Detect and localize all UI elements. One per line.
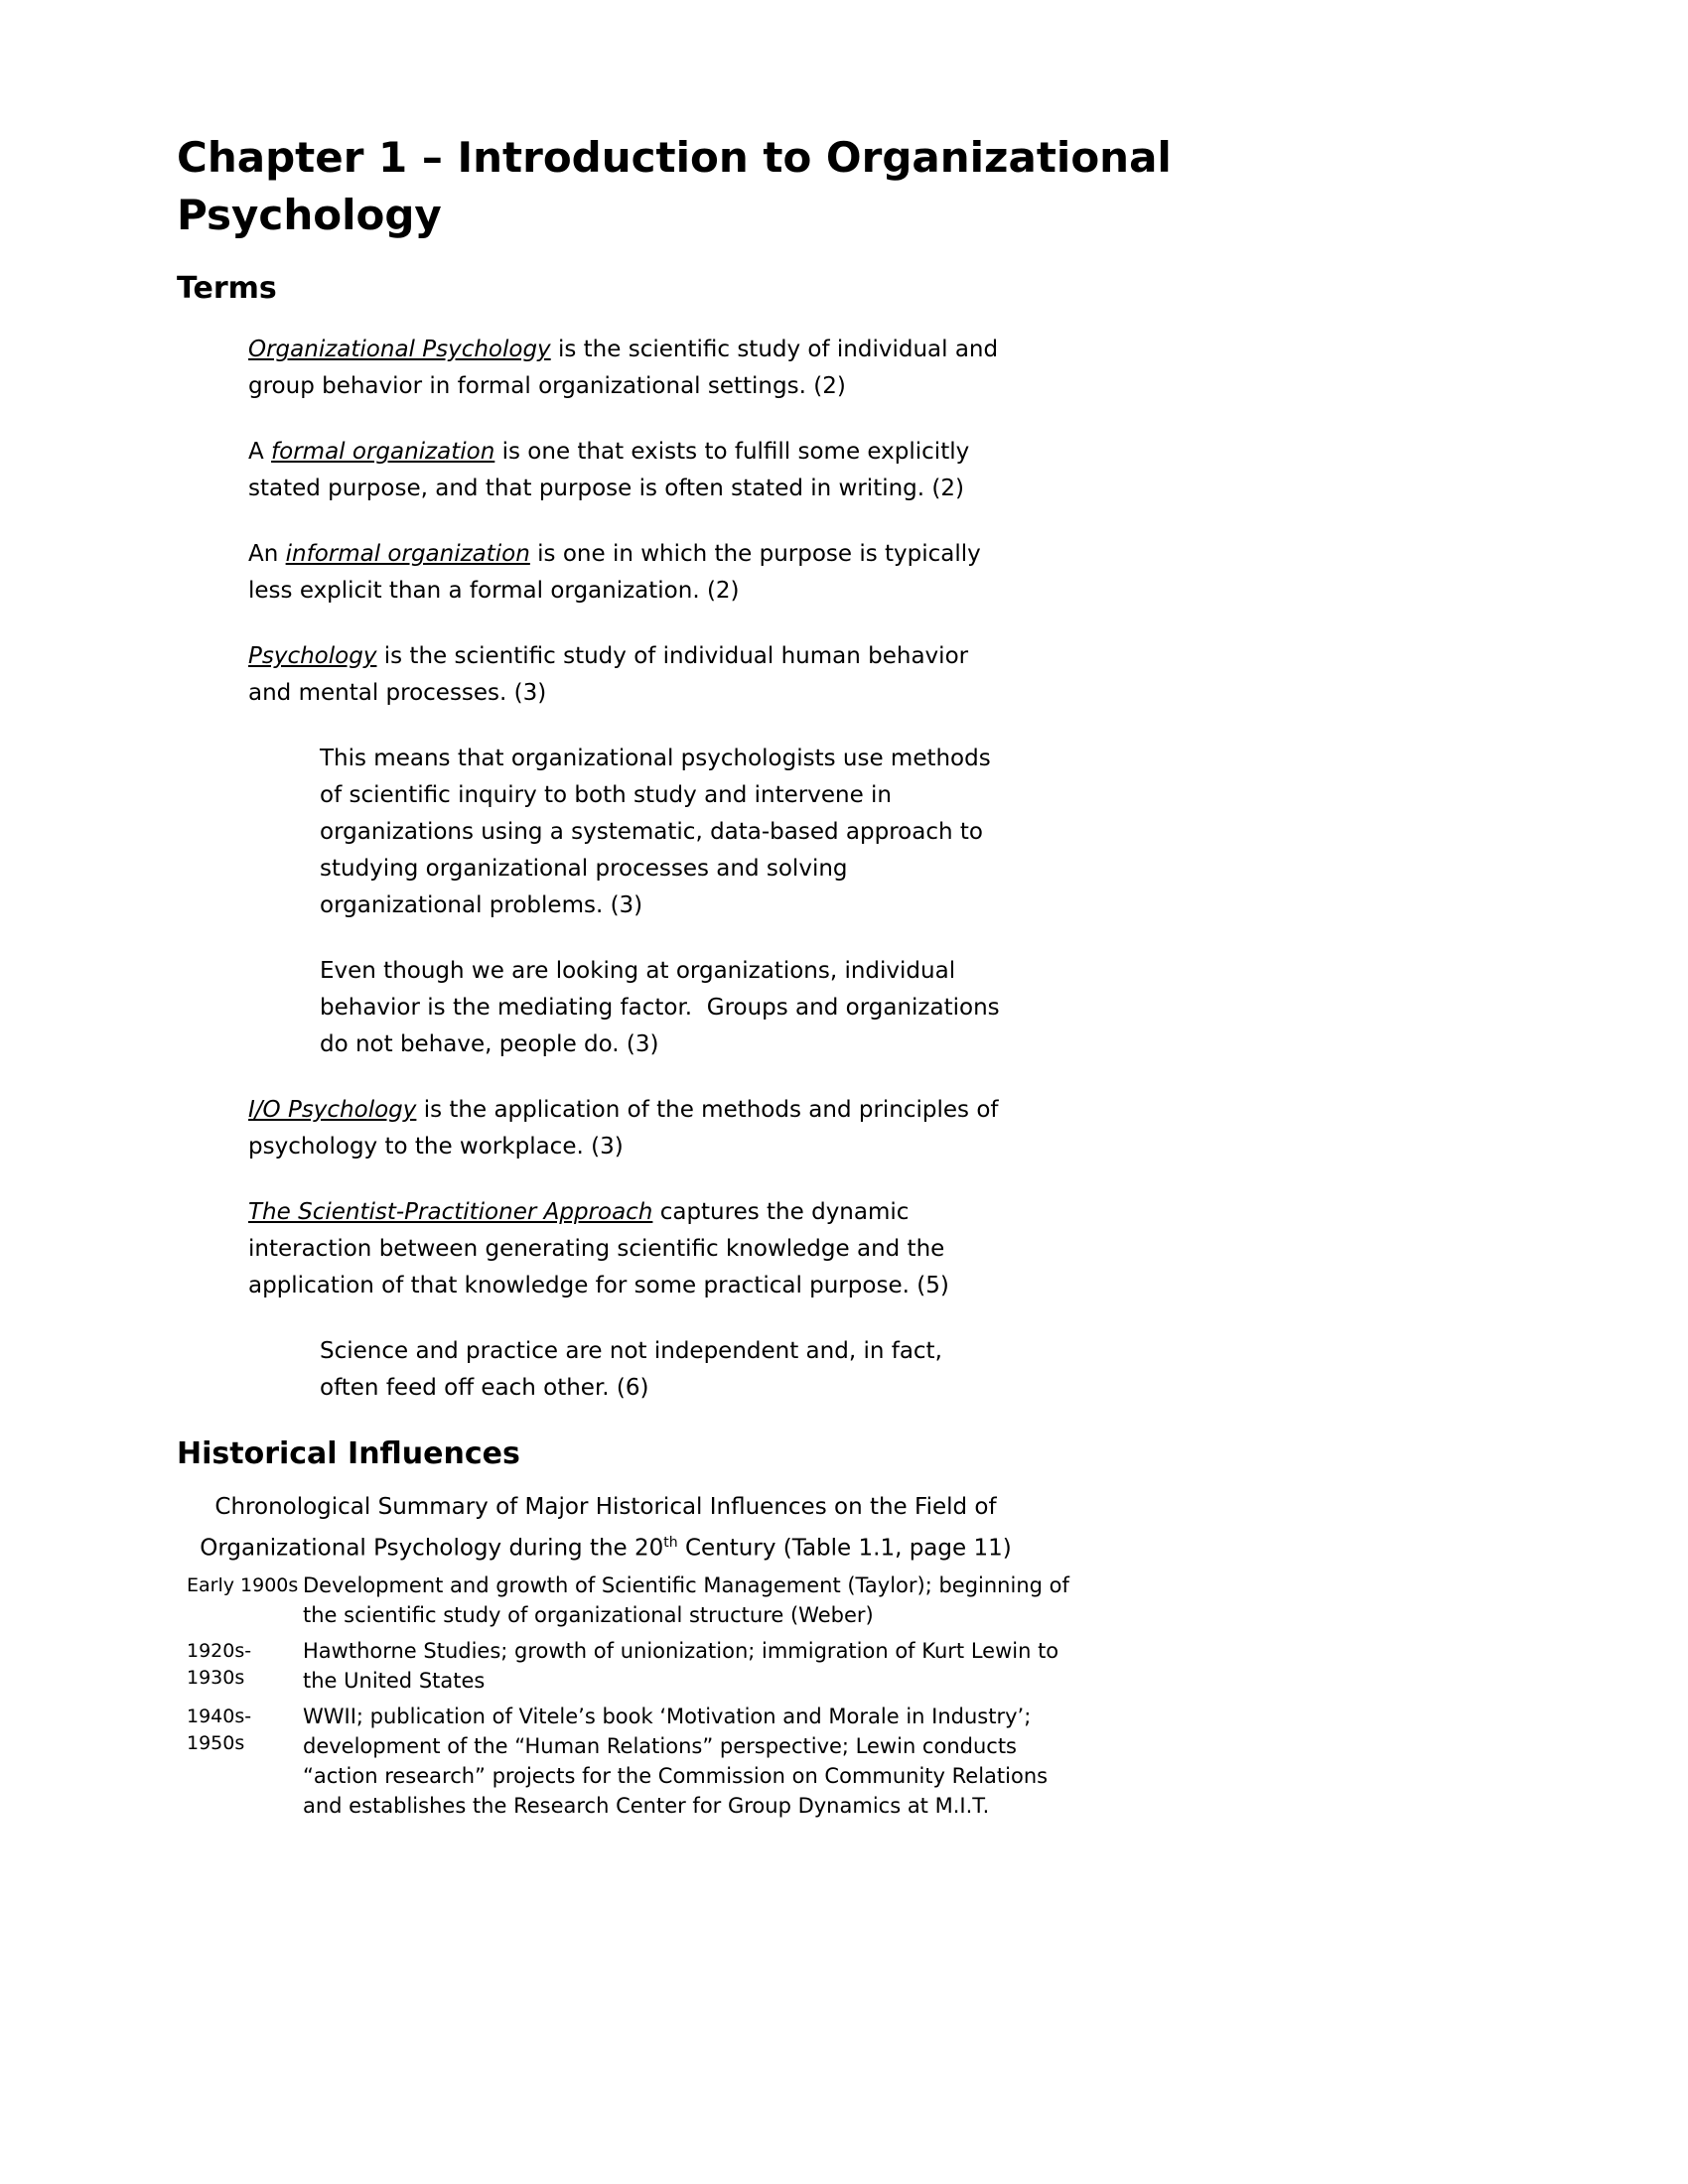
body-text: A	[248, 439, 272, 465]
text-line	[177, 1489, 1035, 1525]
title-line-2	[177, 187, 1648, 244]
text-line	[303, 1600, 1069, 1630]
body-text: behavior is the mediating factor. Groups and organizations	[320, 995, 1000, 1021]
body-text: is the scientific study of individual human behavior	[376, 643, 969, 669]
term-phrase: Psychology	[248, 643, 377, 669]
text-line	[248, 368, 1648, 405]
title-text: Chapter 1 – Introduction to Organizational	[177, 133, 1172, 182]
text-line	[303, 1666, 1058, 1696]
text-line	[248, 536, 1648, 573]
term-paragraph-scientist-practitioner	[248, 1194, 1648, 1304]
text-line	[303, 1791, 1048, 1821]
row-description	[303, 1636, 1058, 1696]
text-line	[303, 1702, 1048, 1731]
text-line	[248, 332, 1648, 368]
terms-section	[177, 332, 1648, 1407]
term-phrase: I/O Psychology	[248, 1097, 417, 1123]
text-line	[187, 1704, 303, 1730]
row-description	[303, 1570, 1069, 1630]
text-line	[248, 573, 1648, 610]
body-text: Chronological Summary of Major Historical Influences on the Field of	[214, 1494, 997, 1520]
body-text: and mental processes. (3)	[248, 680, 547, 706]
body-text: Organizational Psychology during the 20	[200, 1535, 664, 1562]
term-paragraph-organizational-psychology	[248, 332, 1648, 405]
term-phrase: The Scientist-Practitioner Approach	[248, 1199, 653, 1225]
term-phrase: formal organization	[271, 439, 495, 465]
body-text: group behavior in formal organizational settings. (2)	[248, 373, 846, 399]
body-text: Century (Table 1.1, page 11)	[677, 1535, 1012, 1562]
text-line	[320, 1333, 1648, 1370]
text-line	[187, 1665, 303, 1692]
body-text: is the scientific study of individual and	[550, 337, 999, 362]
period-label	[187, 1636, 303, 1692]
body-text: Even though we are looking at organizations, individual	[320, 958, 956, 984]
text-line	[320, 777, 1648, 814]
timeline-table	[187, 1570, 1648, 1821]
text-line	[248, 1231, 1648, 1268]
text-line	[187, 1572, 303, 1599]
body-text: organizations using a systematic, data-based approach to	[320, 819, 983, 845]
text-line	[248, 471, 1648, 507]
text-line	[303, 1570, 1069, 1600]
body-text: studying organizational processes and solving	[320, 856, 848, 882]
text-line	[248, 1268, 1648, 1304]
body-text: do not behave, people do. (3)	[320, 1031, 659, 1057]
timeline-row-1940s-1950s	[187, 1702, 1648, 1821]
term-phrase: Organizational Psychology	[248, 337, 551, 362]
text-line	[248, 675, 1648, 712]
period-label	[187, 1702, 303, 1757]
period-text: 1950s	[187, 1731, 245, 1754]
body-text: psychology to the workplace. (3)	[248, 1134, 624, 1160]
period-text: 1920s-	[187, 1639, 252, 1662]
text-line	[320, 953, 1648, 990]
text-line	[320, 1370, 1648, 1407]
text-line	[320, 741, 1648, 777]
text-line	[248, 434, 1648, 471]
text-line	[320, 814, 1648, 851]
body-text: the scientific study of organizational structure (Weber)	[303, 1602, 874, 1627]
body-text: often feed off each other. (6)	[320, 1375, 649, 1401]
page-title	[177, 129, 1648, 244]
text-line	[320, 990, 1648, 1026]
body-text: stated purpose, and that purpose is often stated in writing. (2)	[248, 476, 964, 501]
terms-heading: Terms	[177, 271, 277, 306]
body-text: Hawthorne Studies; growth of unionization; immigration of Kurt Lewin to	[303, 1638, 1059, 1663]
body-text: This means that organizational psychologists use methods	[320, 746, 991, 771]
row-description	[303, 1702, 1048, 1821]
body-text: organizational problems. (3)	[320, 892, 643, 918]
body-text: less explicit than a formal organization. (2)	[248, 578, 740, 604]
body-text: is one in which the purpose is typically	[529, 541, 981, 567]
period-label	[187, 1570, 303, 1599]
text-line	[303, 1761, 1048, 1791]
term-paragraph-psychology	[248, 638, 1648, 712]
period-text: 1940s-	[187, 1705, 252, 1727]
text-line	[303, 1636, 1058, 1666]
text-line	[248, 1129, 1648, 1165]
text-line	[303, 1731, 1048, 1761]
body-text: of scientific inquiry to both study and intervene in	[320, 782, 893, 808]
body-text: Development and growth of Scientific Management (Taylor); beginning of	[303, 1572, 1069, 1597]
text-line	[248, 1092, 1648, 1129]
body-text: development of the “Human Relations” perspective; Lewin conducts	[303, 1733, 1017, 1758]
historical-section	[177, 1489, 1648, 1821]
period-text: 1930s	[187, 1666, 245, 1689]
body-text: is the application of the methods and principles of	[416, 1097, 999, 1123]
table-caption	[177, 1489, 1035, 1567]
title-text: Psychology	[177, 191, 442, 239]
period-text: Early 1900s	[187, 1573, 299, 1596]
superscript-th: th	[663, 1535, 678, 1551]
body-text: and establishes the Research Center for Group Dynamics at M.I.T.	[303, 1793, 990, 1818]
text-line	[177, 1525, 1035, 1567]
body-text: application of that knowledge for some practical purpose. (5)	[248, 1273, 949, 1298]
timeline-row-early-1900s	[187, 1570, 1648, 1630]
term-paragraph-io-psychology	[248, 1092, 1648, 1165]
term-paragraph-formal-organization	[248, 434, 1648, 507]
term-phrase: informal organization	[285, 541, 530, 567]
note-paragraph-scientific-inquiry	[320, 741, 1648, 924]
text-line	[248, 638, 1648, 675]
text-line	[187, 1638, 303, 1665]
note-paragraph-science-and-practice	[320, 1333, 1648, 1407]
term-paragraph-informal-organization	[248, 536, 1648, 610]
body-text: is one that exists to fulfill some explicitly	[494, 439, 970, 465]
text-line	[320, 1026, 1648, 1063]
body-text: captures the dynamic	[652, 1199, 910, 1225]
body-text: “action research” projects for the Commission on Community Relations	[303, 1763, 1049, 1788]
body-text: An	[248, 541, 286, 567]
body-text: the United States	[303, 1668, 486, 1693]
text-line	[187, 1730, 303, 1757]
body-text: WWII; publication of Vitele’s book ‘Motivation and Morale in Industry’;	[303, 1704, 1032, 1728]
text-line	[248, 1194, 1648, 1231]
text-line	[320, 887, 1648, 924]
historical-influences-heading: Historical Influences	[177, 1436, 520, 1471]
timeline-row-1920s-1930s	[187, 1636, 1648, 1696]
note-paragraph-individual-behavior	[320, 953, 1648, 1063]
title-line-1	[177, 129, 1648, 187]
body-text: Science and practice are not independent and, in fact,	[320, 1338, 942, 1364]
text-line	[320, 851, 1648, 887]
body-text: interaction between generating scientific knowledge and the	[248, 1236, 945, 1262]
